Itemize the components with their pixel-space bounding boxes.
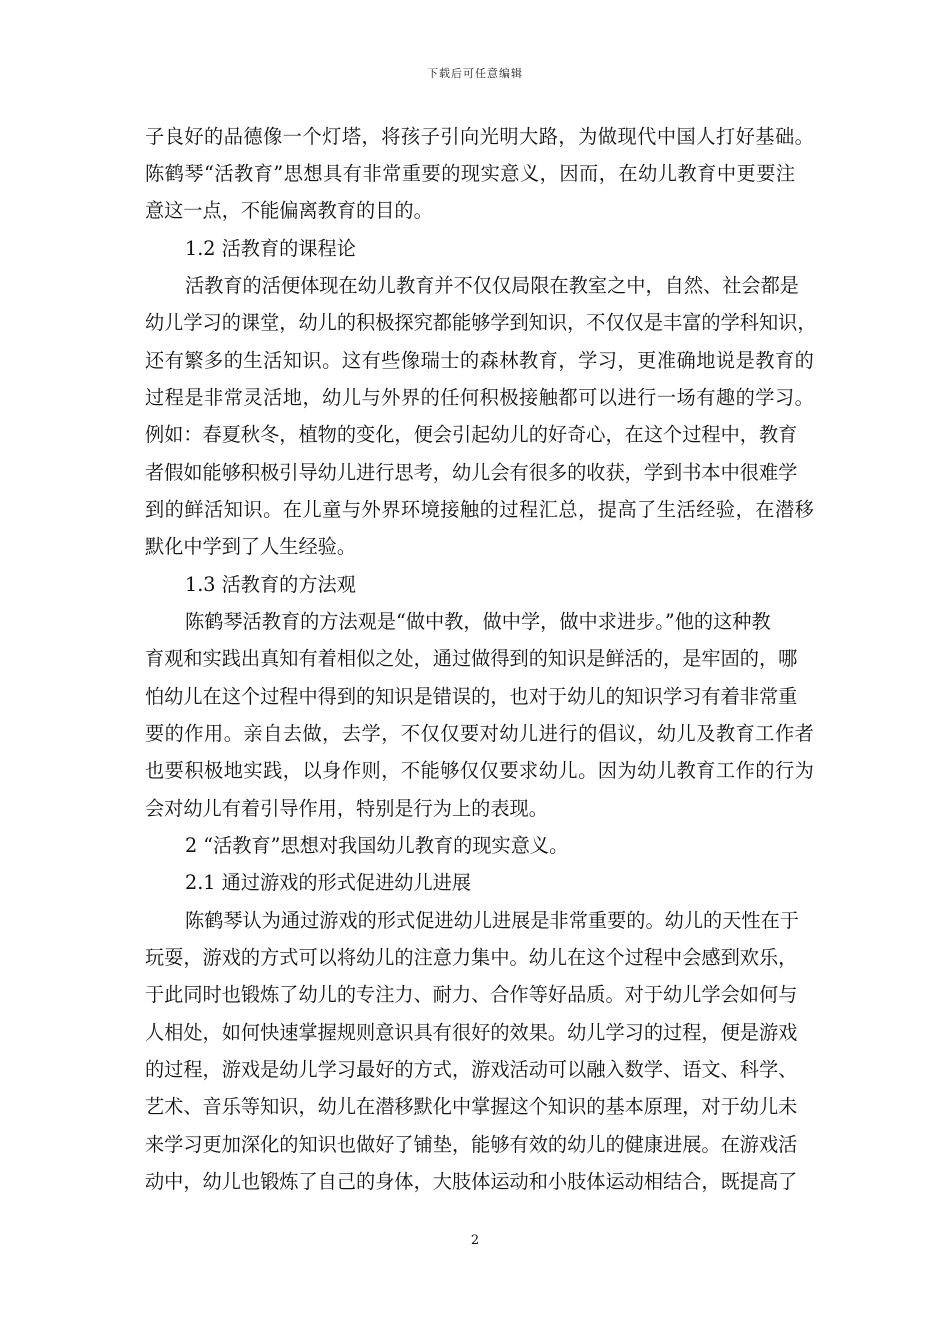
body-line: 也要积极地实践，以身作则，不能够仅仅要求幼儿。因为幼儿教育工作的行为 xyxy=(145,759,815,782)
page-header: 下载后可任意编辑 xyxy=(427,67,523,80)
body-line: 陈鹤琴认为通过游戏的形式促进幼儿进展是非常重要的。幼儿的天性在于 xyxy=(185,909,799,932)
body-line: 育观和实践出真知有着相似之处，通过做得到的知识是鲜活的，是牢固的，哪 xyxy=(145,647,798,670)
body-line: 人相处，如何快速掌握规则意识具有很好的效果。幼儿学习的过程，便是游戏 xyxy=(145,1021,798,1044)
body-line: 的过程，游戏是幼儿学习最好的方式，游戏活动可以融入数学、语文、科学、 xyxy=(145,1058,798,1081)
body-line: 幼儿学习的课堂，幼儿的积极探究都能够学到知识，不仅仅是丰富的学科知识， xyxy=(145,311,817,334)
body-line: 意这一点，不能偏离教育的目的。 xyxy=(145,199,433,222)
section-heading: 2.1 通过游戏的形式促进幼儿进展 xyxy=(185,871,472,894)
page-number: 2 xyxy=(470,1233,480,1248)
body-line: 到的鲜活知识。在儿童与外界环境接触的过程汇总，提高了生活经验，在潜移 xyxy=(145,498,815,521)
body-line: 要的作用。亲自去做，去学，不仅仅要对幼儿进行的倡议，幼儿及教育工作者 xyxy=(145,722,815,745)
section-heading: 1.2 活教育的课程论 xyxy=(185,237,356,260)
body-line: 来学习更加深化的知识也做好了铺垫，能够有效的幼儿的健康进展。在游戏活 xyxy=(145,1133,798,1156)
section-heading: 1.3 活教育的方法观 xyxy=(185,573,356,596)
body-line: 还有繁多的生活知识。这有些像瑞士的森林教育，学习，更准确地说是教育的 xyxy=(145,349,815,372)
body-line: 艺术、音乐等知识，幼儿在潜移默化中掌握这个知识的基本原理，对于幼儿未 xyxy=(145,1095,798,1118)
body-line: 怕幼儿在这个过程中得到的知识是错误的，也对于幼儿的知识学习有着非常重 xyxy=(145,685,798,708)
body-line: 陈鹤琴活教育的方法观是“做中教，做中学，做中求进步。”他的这种教 xyxy=(185,610,771,633)
body-line: 活教育的活便体现在幼儿教育并不仅仅局限在教室之中，自然、社会都是 xyxy=(185,274,799,297)
body-line: 玩耍，游戏的方式可以将幼儿的注意力集中。幼儿在这个过程中会感到欢乐， xyxy=(145,946,798,969)
body-line: 例如：春夏秋冬，植物的变化，便会引起幼儿的好奇心，在这个过程中，教育 xyxy=(145,423,798,446)
body-line: 过程是非常灵活地，幼儿与外界的任何积极接触都可以进行一场有趣的学习。 xyxy=(145,386,815,409)
body-line: 子良好的品德像一个灯塔，将孩子引向光明大路，为做现代中国人打好基础。 xyxy=(145,125,815,148)
body-line: 动中，幼儿也锻炼了自己的身体，大肢体运动和小肢体运动相结合，既提高了 xyxy=(145,1170,798,1193)
body-line: 默化中学到了人生经验。 xyxy=(145,535,357,558)
body-line: 陈鹤琴“活教育”思想具有非常重要的现实意义，因而，在幼儿教育中更要注 xyxy=(145,162,796,185)
body-line: 于此同时也锻炼了幼儿的专注力、耐力、合作等好品质。对于幼儿学会如何与 xyxy=(145,983,798,1006)
body-line: 者假如能够积极引导幼儿进行思考，幼儿会有很多的收获，学到书本中很难学 xyxy=(145,461,798,484)
section-heading: 2 “活教育”思想对我国幼儿教育的现实意义。 xyxy=(185,834,569,857)
body-line: 会对幼儿有着引导作用，特别是行为上的表现。 xyxy=(145,797,548,820)
